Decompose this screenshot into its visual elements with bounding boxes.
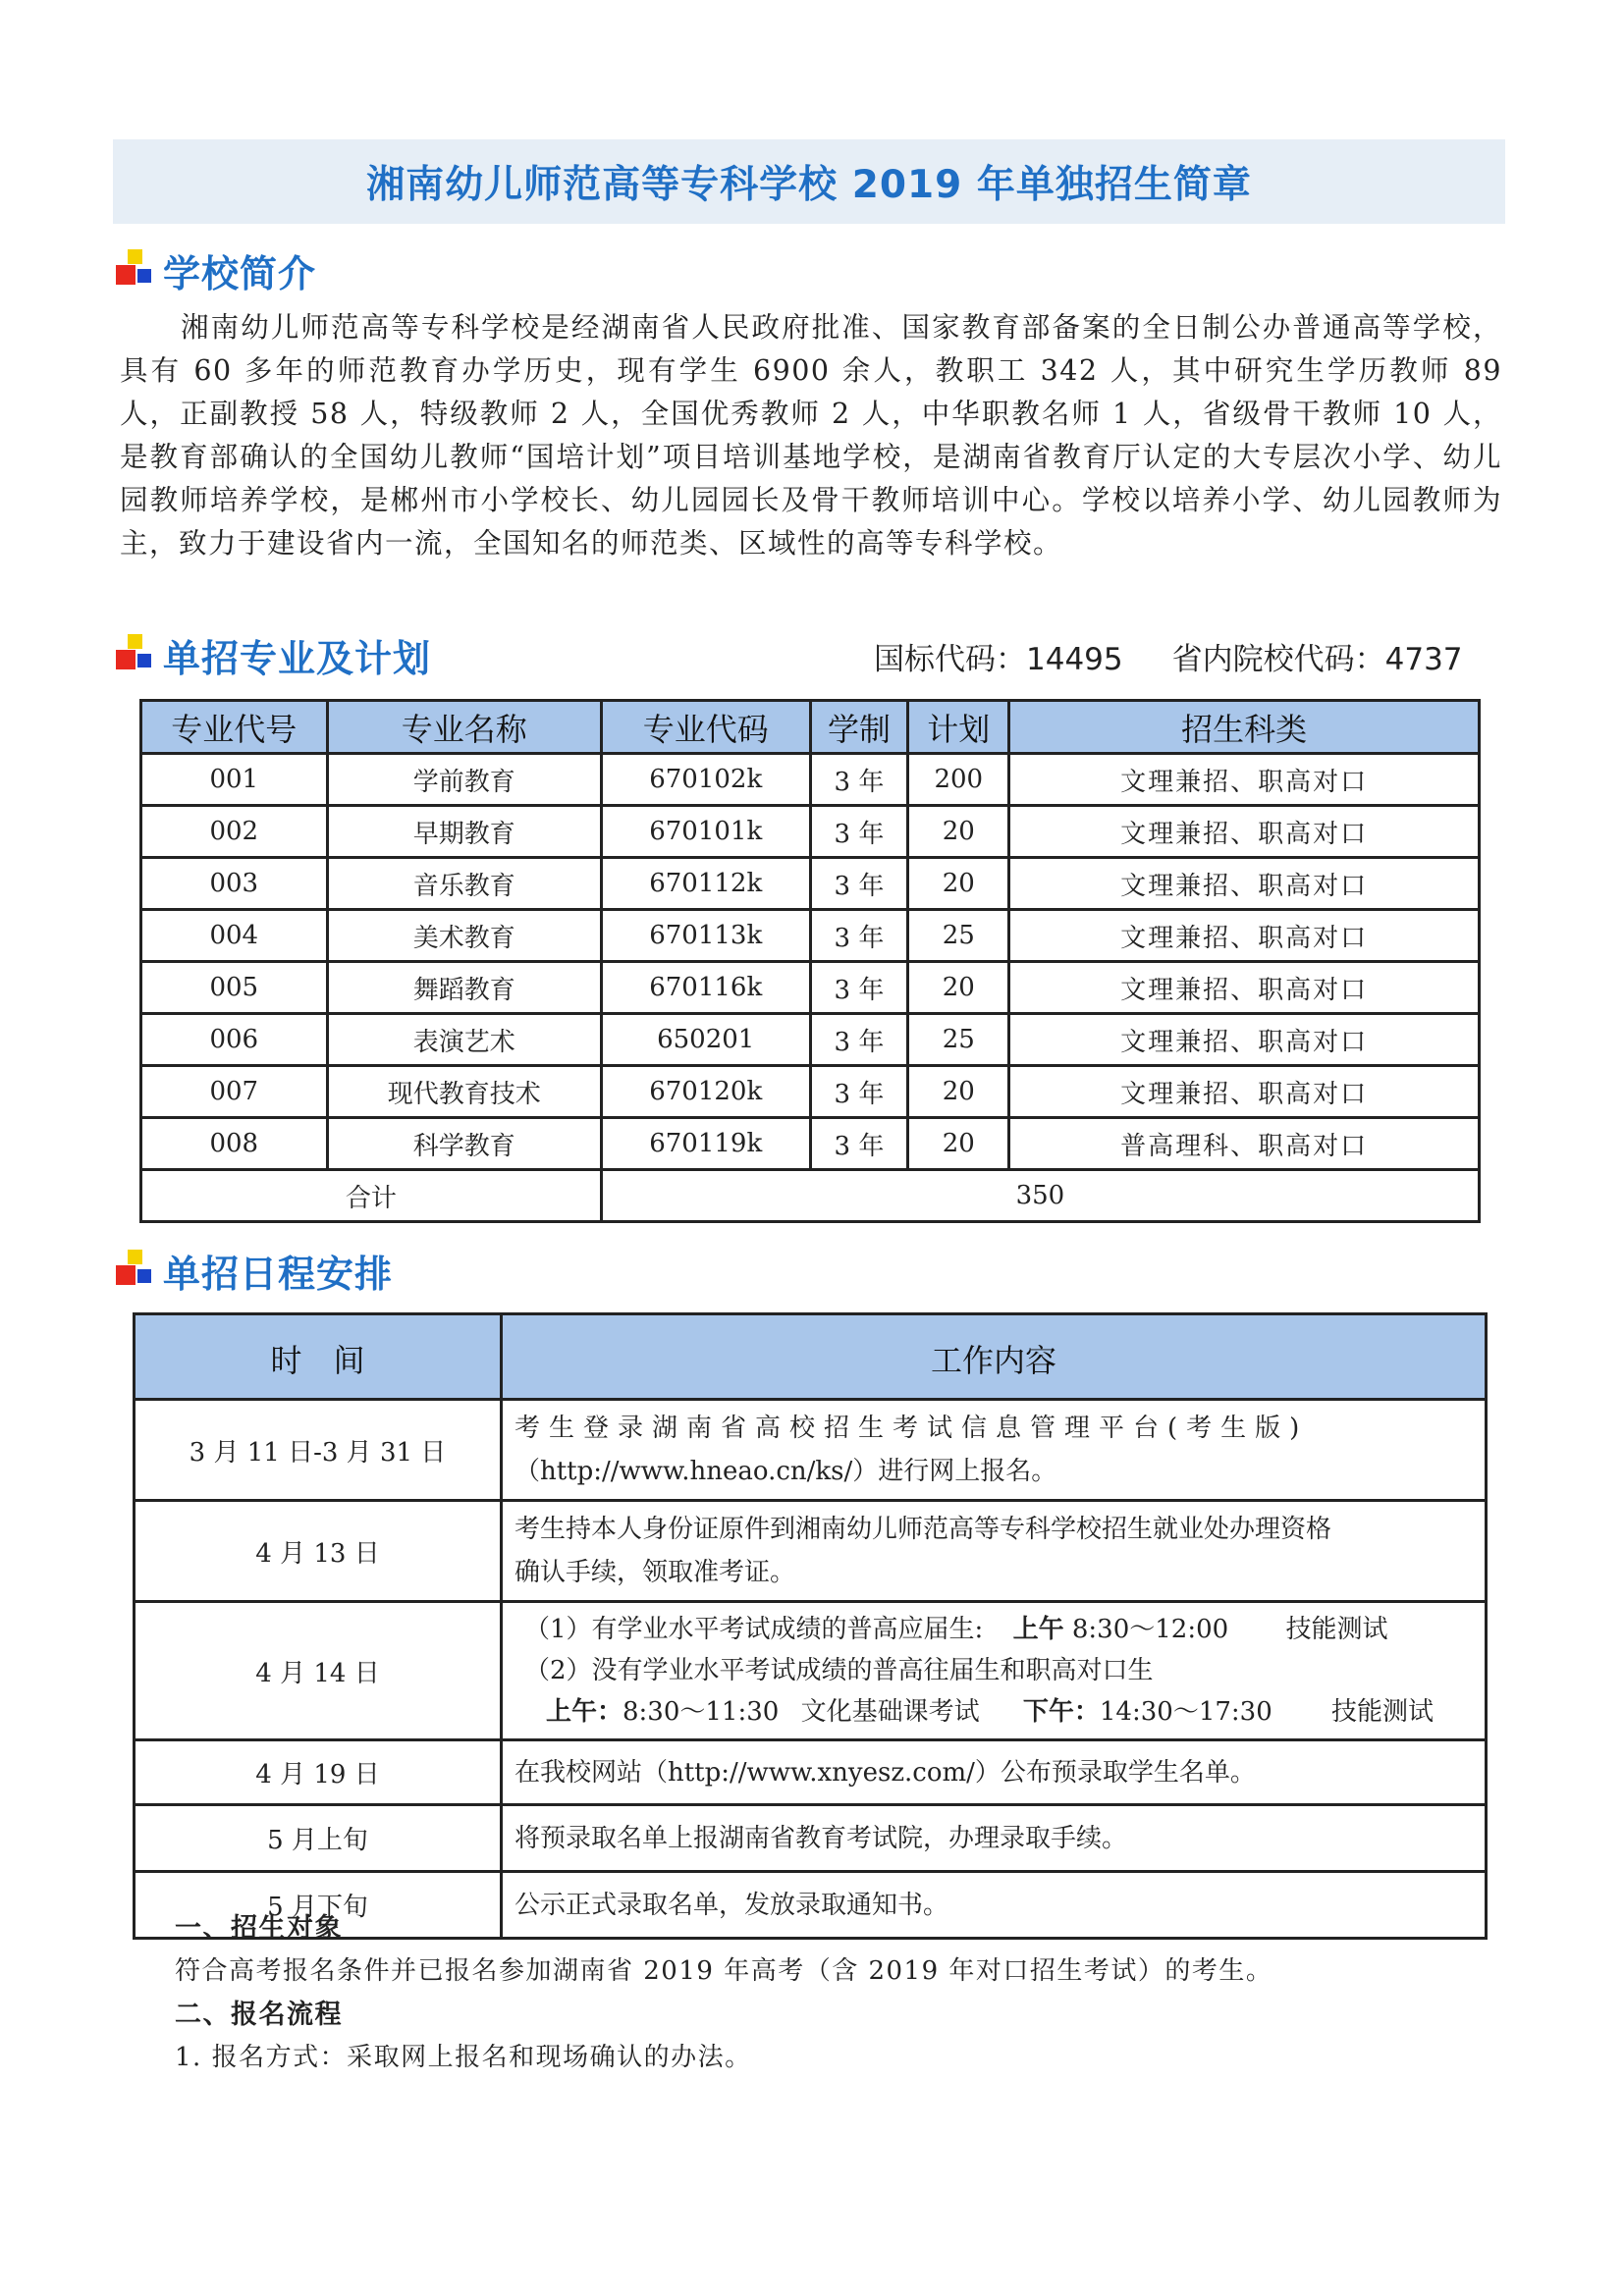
study-years: 3 年 — [810, 1014, 908, 1066]
plan-quota: 20 — [908, 806, 1009, 858]
plan-quota: 20 — [908, 1066, 1009, 1118]
enroll-category: 文理兼招、职高对口 — [1009, 1014, 1480, 1066]
schedule-row — [135, 1501, 1487, 1602]
schedule-time: 4 月 13 日 — [135, 1501, 502, 1602]
major-id: 005 — [141, 962, 328, 1014]
major-id: 007 — [141, 1066, 328, 1118]
schedule-table — [133, 1312, 1488, 1940]
plan-quota: 25 — [908, 1014, 1009, 1066]
plan-row — [141, 858, 1480, 910]
section-plan-heading — [116, 628, 431, 682]
major-id: 001 — [141, 754, 328, 806]
column-header: 工作内容 — [501, 1314, 1486, 1400]
enroll-category: 文理兼招、职高对口 — [1009, 910, 1480, 962]
study-years: 3 年 — [810, 1066, 908, 1118]
column-header: 专业代码 — [601, 701, 810, 754]
major-name: 学前教育 — [327, 754, 601, 806]
major-code: 670113k — [601, 910, 810, 962]
major-code: 670101k — [601, 806, 810, 858]
study-years: 3 年 — [810, 806, 908, 858]
major-code: 650201 — [601, 1014, 810, 1066]
content-line: 确认手续，领取准考证。 — [514, 1558, 795, 1587]
total-label: 合计 — [141, 1170, 602, 1222]
school-codes — [874, 634, 1463, 678]
content-text: 8:30～12:00 — [1071, 1615, 1229, 1644]
schedule-time: 4 月 19 日 — [135, 1740, 502, 1805]
section-title: 单招日程安排 — [163, 1253, 394, 1296]
major-name: 舞蹈教育 — [327, 962, 601, 1014]
national-code: 国标代码：14495 — [874, 642, 1123, 677]
column-header: 计划 — [908, 701, 1009, 754]
major-name: 现代教育技术 — [327, 1066, 601, 1118]
plan-row — [141, 1118, 1480, 1170]
major-id: 003 — [141, 858, 328, 910]
plan-quota: 20 — [908, 858, 1009, 910]
content-line — [524, 1691, 1473, 1733]
content-text: 上午 — [1012, 1615, 1064, 1644]
schedule-time: 3 月 11 日-3 月 31 日 — [135, 1400, 502, 1501]
schedule-row — [135, 1805, 1487, 1872]
major-name: 科学教育 — [327, 1118, 601, 1170]
column-header: 专业代号 — [141, 701, 328, 754]
page-title: 湘南幼儿师范高等专科学校 2019 年单独招生简章 — [366, 163, 1252, 207]
plan-quota: 20 — [908, 1118, 1009, 1170]
schedule-content — [501, 1501, 1486, 1602]
enroll-category: 普高理科、职高对口 — [1009, 1118, 1480, 1170]
content-text: 文化基础课考试 — [800, 1697, 980, 1727]
enroll-category: 文理兼招、职高对口 — [1009, 806, 1480, 858]
section-title: 学校简介 — [163, 252, 317, 295]
content-text: （1）有学业水平考试成绩的普高应届生: — [523, 1615, 984, 1644]
plan-table — [139, 699, 1481, 1223]
schedule-time: 4 月 14 日 — [135, 1602, 502, 1740]
registration-method-text: 1. 报名方式：采取网上报名和现场确认的办法。 — [175, 2043, 752, 2072]
content-line — [524, 1609, 1473, 1650]
content-line: （2）没有学业水平考试成绩的普高往届生和职高对口生 — [523, 1656, 1154, 1685]
schedule-time: 5 月下旬 — [135, 1872, 502, 1939]
section-title: 单招专业及计划 — [163, 637, 432, 680]
plan-quota: 25 — [908, 910, 1009, 962]
schedule-content: 在我校网站（http://www.xnyesz.com/）公布预录取学生名单。 — [501, 1740, 1486, 1805]
plan-row — [141, 754, 1480, 806]
schedule-content: 公示正式录取名单，发放录取通知书。 — [501, 1872, 1486, 1939]
schedule-row — [135, 1400, 1487, 1501]
title-band — [113, 139, 1505, 224]
color-squares-icon — [116, 1250, 159, 1293]
section-intro-heading — [116, 243, 316, 297]
major-name: 早期教育 — [327, 806, 601, 858]
schedule-row — [135, 1740, 1487, 1805]
plan-row — [141, 962, 1480, 1014]
section-schedule-heading — [116, 1244, 393, 1298]
content-line: （http://www.hneao.cn/ks/）进行网上报名。 — [514, 1457, 1057, 1486]
plan-row — [141, 806, 1480, 858]
study-years: 3 年 — [810, 962, 908, 1014]
major-id: 006 — [141, 1014, 328, 1066]
color-squares-icon — [116, 249, 159, 293]
plan-header-row — [141, 701, 1480, 754]
enroll-category: 文理兼招、职高对口 — [1009, 1066, 1480, 1118]
major-id: 002 — [141, 806, 328, 858]
study-years: 3 年 — [810, 754, 908, 806]
major-code: 670116k — [601, 962, 810, 1014]
major-name: 美术教育 — [327, 910, 601, 962]
study-years: 3 年 — [810, 858, 908, 910]
major-name: 表演艺术 — [327, 1014, 601, 1066]
content-text: 技能测试 — [1331, 1697, 1435, 1727]
major-id: 004 — [141, 910, 328, 962]
color-squares-icon — [116, 634, 159, 677]
heading-enrollment-target: 一、招生对象 — [175, 1913, 343, 1944]
major-id: 008 — [141, 1118, 328, 1170]
column-header: 时 间 — [135, 1314, 502, 1400]
major-code: 670112k — [601, 858, 810, 910]
plan-row — [141, 910, 1480, 962]
content-line: 考生登录湖南省高校招生考试信息管理平台(考生版) — [514, 1414, 1309, 1443]
enroll-category: 文理兼招、职高对口 — [1009, 754, 1480, 806]
plan-total-row — [141, 1170, 1480, 1222]
schedule-content — [501, 1400, 1486, 1501]
intro-paragraph: 湘南幼儿师范高等专科学校是经湖南省人民政府批准、国家教育部备案的全日制公办普通高等学校，具有 60 多年的师范教育办学历史，现有学生 6900 余人，教职工 342 人，其中研究生学历教师 89 人，正副教授 58 人，特级教师 2 人，全国优秀教师 2 人，中华职教名师 1 人，省级骨干教师 10 人，是教育部确认的全国幼儿教师“国培计划”项目培训基地学校，是湖南省教育厅认定的大专层次小学、幼儿园教师培养学校，是郴州市小学校长、幼儿园园长及骨干教师培训中心。学校以培养小学、幼儿园教师为主，致力于建设省内一流，全国知名的师范类、区域性的高等专科学校。 — [120, 311, 1502, 560]
major-code: 670102k — [601, 754, 810, 806]
major-code: 670120k — [601, 1066, 810, 1118]
province-code: 省内院校代码：4737 — [1171, 642, 1463, 677]
plan-row — [141, 1014, 1480, 1066]
plan-row — [141, 1066, 1480, 1118]
enroll-category: 文理兼招、职高对口 — [1009, 962, 1480, 1014]
content-text: 下午： — [1022, 1697, 1100, 1727]
plan-quota: 200 — [908, 754, 1009, 806]
column-header: 学制 — [810, 701, 908, 754]
content-text: 14:30～17:30 — [1099, 1697, 1272, 1727]
content-text: 上午： — [545, 1697, 623, 1727]
column-header: 专业名称 — [327, 701, 601, 754]
plan-quota: 20 — [908, 962, 1009, 1014]
major-name: 音乐教育 — [327, 858, 601, 910]
column-header: 招生科类 — [1009, 701, 1480, 754]
content-line: 考生持本人身份证原件到湘南幼儿师范高等专科学校招生就业处办理资格 — [514, 1515, 1331, 1544]
schedule-content: 将预录取名单上报湖南省教育考试院，办理录取手续。 — [501, 1805, 1486, 1872]
study-years: 3 年 — [810, 910, 908, 962]
content-text: 8:30～11:30 — [623, 1697, 780, 1727]
schedule-time: 5 月上旬 — [135, 1805, 502, 1872]
schedule-row — [135, 1602, 1487, 1740]
content-text: 技能测试 — [1285, 1615, 1388, 1644]
schedule-header-row — [135, 1314, 1487, 1400]
heading-registration-process: 二、报名流程 — [175, 2000, 343, 2030]
schedule-content — [501, 1602, 1486, 1740]
total-value: 350 — [601, 1170, 1479, 1222]
major-code: 670119k — [601, 1118, 810, 1170]
study-years: 3 年 — [810, 1118, 908, 1170]
enrollment-target-text: 符合高考报名条件并已报名参加湖南省 2019 年高考（含 2019 年对口招生考试）的考生。 — [175, 1956, 1273, 1986]
enroll-category: 文理兼招、职高对口 — [1009, 858, 1480, 910]
